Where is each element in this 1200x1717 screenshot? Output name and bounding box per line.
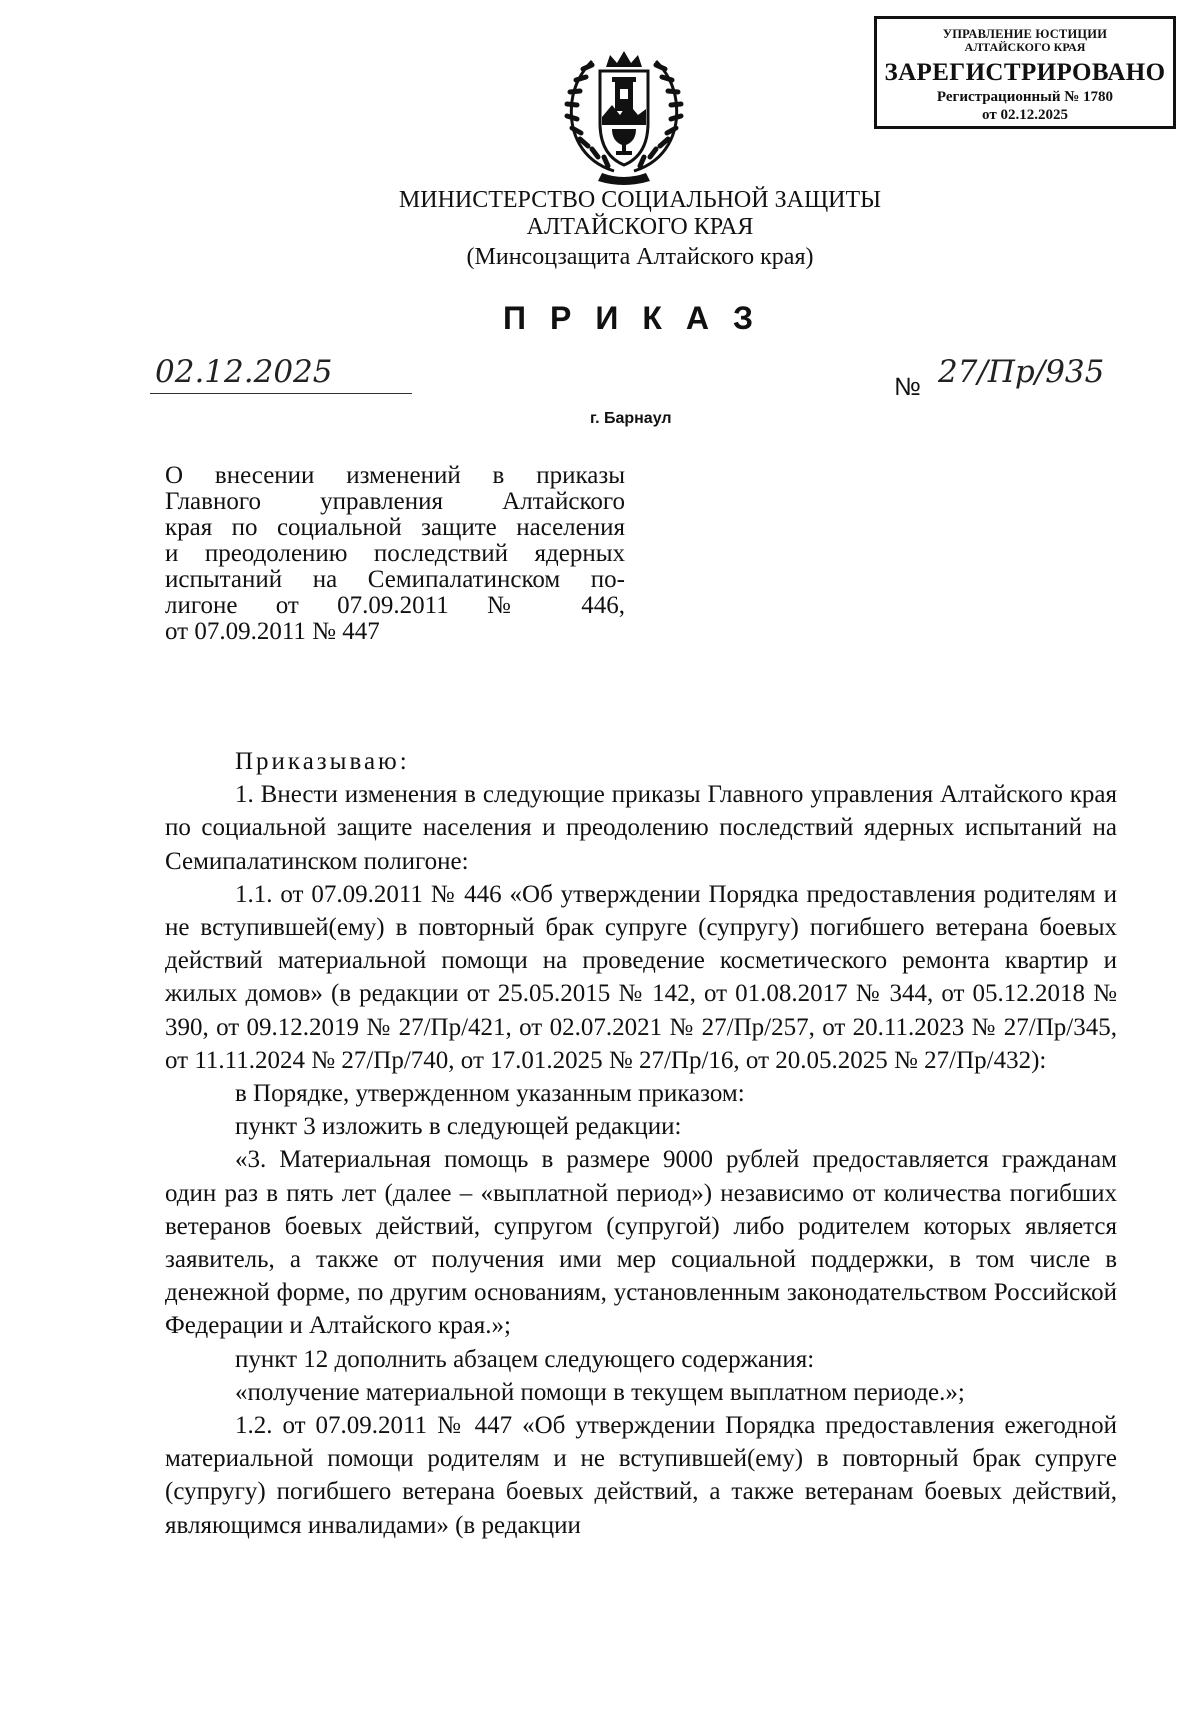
subject-line: лигоне от 07.09.2011 № 446, xyxy=(165,592,625,619)
subject-line: и преодолению последствий ядерных xyxy=(165,540,625,567)
order-number-handwritten: 27/Пр/935 xyxy=(938,354,1105,390)
city-name: г. Барнаул xyxy=(590,410,672,427)
body-paragraph: «получение материальной помощи в текущем выплатном периоде.»; xyxy=(235,1378,965,1406)
body-paragraph: в Порядке, утвержденном указанным приказом: xyxy=(235,1080,745,1108)
order-subject xyxy=(165,463,625,645)
body-paragraph: 1.2. от 07.09.2011 № 447 «Об утверждении Порядка предоставления ежегодной материальной помощи родителям и не вступившей(ему) в повторный брак супруге (супругу) погибшего ветерана боевых действий, а также ветеранам боевых действий, являющимся инвалидами» (в редакции xyxy=(165,1412,1117,1539)
decree-word: Приказываю: xyxy=(235,748,410,775)
body-paragraph: пункт 3 изложить в следующей редакции: xyxy=(235,1113,682,1141)
order-body xyxy=(165,745,1117,1542)
stamp-reg-date: от 02.12.2025 xyxy=(982,106,1068,123)
stamp-line1: УПРАВЛЕНИЕ ЮСТИЦИИ xyxy=(942,27,1108,41)
body-paragraph: пункт 12 дополнить абзацем следующего содержания: xyxy=(235,1345,815,1373)
body-paragraph: 1. Внести изменения в следующие приказы Главного управления Алтайского края по социальной защите населения и преодолению последствий ядерных испытаний на Семипалатинском полигоне: xyxy=(165,781,1117,875)
order-number-sign: № xyxy=(894,373,921,401)
stamp-title: ЗАРЕГИСТРИРОВАНО xyxy=(884,58,1166,86)
stamp-line2: АЛТАЙСКОГО КРАЯ xyxy=(964,40,1086,55)
subject-line: от 07.09.2011 № 447 xyxy=(165,618,380,645)
ministry-name-line1: МИНИСТЕРСТВО СОЦИАЛЬНОЙ ЗАЩИТЫ xyxy=(398,187,882,213)
body-paragraph: 1.1. от 07.09.2011 № 446 «Об утверждении Порядка предоставления родителям и не вступившей(ему) в повторный брак супруге (супругу) погибшего ветерана боевых действий материальной помощи на проведение косметического ремонта квартир и жилых домов» (в редакции от 25.05.2015 № 142, от 01.08.2017 № 344, от 05.12.2018 № 390, от 09.12.2019 № 27/Пр/421, от 02.07.2021 № 27/Пр/257, от 20.11.2023 № 27/Пр/345, от 11.11.2024 № 27/Пр/740, от 17.01.2025 № 27/Пр/16, от 20.05.2025 № 27/Пр/432): xyxy=(165,880,1117,1074)
subject-line: края по социальной защите населения xyxy=(165,514,625,541)
body-paragraph: «3. Материальная помощь в размере 9000 рублей предоставляется гражданам один раз в пять лет (далее – «выплатной период») независимо от количества погибших ветеранов боевых действий, супругом (супругой) либо родителем которых является заявитель, а также от получения ими мер социальной поддержки, в том числе в денежной форме, по другим основаниям, установленным законодательством Российской Федерации и Алтайского края.»; xyxy=(165,1146,1117,1340)
stamp-reg-number: Регистрационный № 1780 xyxy=(936,88,1114,105)
subject-line: испытаний на Семипалатинском по- xyxy=(165,566,625,593)
ministry-short-name: (Минсоцзащита Алтайского края) xyxy=(466,244,814,270)
subject-line: О внесении изменений в приказы xyxy=(165,462,625,489)
order-date-handwritten: 02.12.2025 xyxy=(155,354,333,390)
date-underline xyxy=(150,393,412,394)
document-type-title: ПРИКАЗ xyxy=(502,300,778,336)
registration-stamp xyxy=(874,16,1176,129)
coat-of-arms-emblem xyxy=(562,45,686,185)
ministry-name-line2: АЛТАЙСКОГО КРАЯ xyxy=(526,214,754,240)
subject-line: Главного управления Алтайского xyxy=(165,488,625,515)
